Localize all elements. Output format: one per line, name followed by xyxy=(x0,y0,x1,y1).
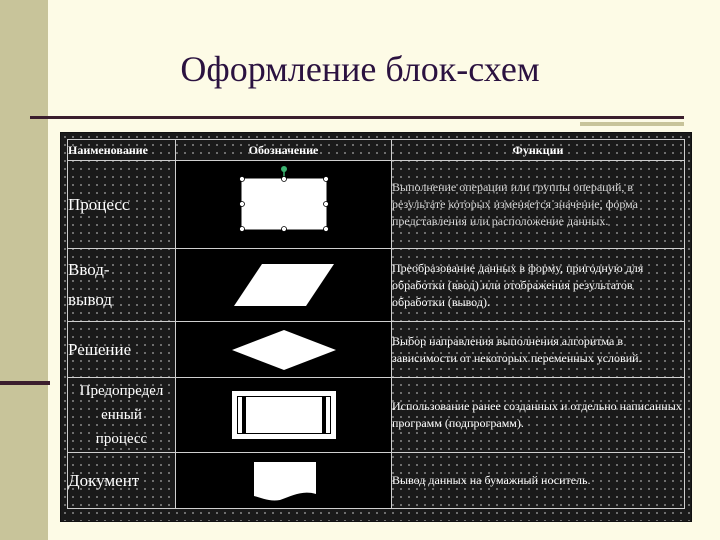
row-name-text: Решение xyxy=(68,339,132,359)
row-name xyxy=(68,322,176,378)
title-underline xyxy=(30,116,684,119)
row-function: Использование ранее созданных и отдельно написанных программ (подпрограмм). xyxy=(392,378,685,453)
row-function: Вывод данных на бумажный носитель. xyxy=(392,453,685,509)
row-symbol-cell xyxy=(176,161,392,249)
header-symbol: Обозначение xyxy=(176,140,392,161)
row-name xyxy=(68,161,176,249)
left-divider xyxy=(0,381,50,385)
row-symbol-cell xyxy=(176,378,392,453)
row-function: Выбор направления выполнения алгоритма в зависимости от некоторых переменных условий. xyxy=(392,322,685,378)
slide-title: Оформление блок-схем xyxy=(180,49,540,89)
title-accent-line xyxy=(580,122,684,126)
row-name-text: Процесс xyxy=(68,194,130,214)
header-name: Наименование xyxy=(68,140,176,161)
table-row xyxy=(68,161,685,249)
row-symbol-cell xyxy=(176,453,392,509)
table-row xyxy=(68,249,685,322)
flowchart-table xyxy=(67,139,685,509)
left-accent-bar xyxy=(0,0,48,540)
parallelogram-icon xyxy=(224,260,344,310)
row-name-text: Документ xyxy=(68,470,140,490)
table-row xyxy=(68,453,685,509)
row-name-text: Ввод- вывод xyxy=(68,260,113,309)
rhombus-icon xyxy=(224,328,344,372)
row-name-text: Предопредел енный процесс xyxy=(79,383,164,447)
row-symbol-cell xyxy=(176,322,392,378)
table-header-row xyxy=(68,140,685,161)
row-function: Преобразование данных в форму, пригодную для обработки (ввод) или отображения результатов обработки (вывод). xyxy=(392,249,685,322)
row-name xyxy=(68,453,176,509)
document-icon xyxy=(224,458,344,504)
row-symbol-cell xyxy=(176,249,392,322)
row-name xyxy=(68,378,176,453)
process-rectangle-icon[interactable] xyxy=(224,165,344,245)
row-function: Выполнение операции или группы операций, в результате которых изменяется значение, форма представления или расположение данных. xyxy=(392,161,685,249)
flowchart-table-image xyxy=(60,132,692,522)
table-row xyxy=(68,378,685,453)
row-name xyxy=(68,249,176,322)
header-function: Функции xyxy=(392,140,685,161)
predefined-process-icon xyxy=(224,387,344,443)
table-row xyxy=(68,322,685,378)
